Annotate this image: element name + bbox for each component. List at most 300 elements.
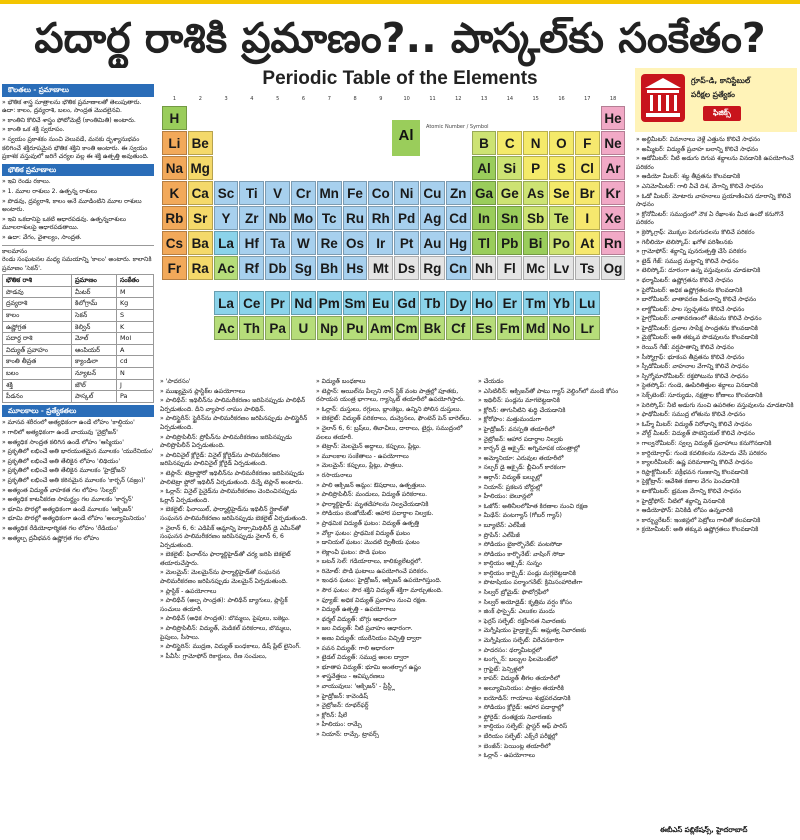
- center-text-item: » మెగ్నీషియం హైడ్రాక్సైడ్: ఆమ్లత్వ నివారణకు: [478, 627, 632, 636]
- element-cell: No: [549, 316, 574, 340]
- center-text-item: » విద్యుత్ బంధకాలు: [316, 378, 472, 387]
- element-cell: Lu: [575, 291, 600, 315]
- element-cell: Eu: [368, 291, 393, 315]
- element-cell: Co: [368, 181, 393, 205]
- table-cell: K: [116, 321, 153, 333]
- center-text-item: » భూతాప విద్యుత్: భూమి అంతర్భాగ ఉష్ణం: [316, 664, 472, 673]
- group-number: 15: [532, 96, 539, 102]
- element-cell: Cd: [446, 206, 471, 230]
- element-cell: Nd: [291, 291, 316, 315]
- center-text-item: » నియాన్: రామ్సే, ట్రావర్స్: [316, 731, 472, 740]
- group-number: 12: [455, 96, 462, 102]
- element-cell: Te: [549, 206, 574, 230]
- table-cell: ఉష్ణోగ్రత: [3, 321, 72, 333]
- center-text-item: » కాల్షియం ఆక్సైడ్: సున్నం: [478, 560, 632, 569]
- elements-list: [2, 419, 154, 543]
- element-fact: » మానవ శరీరంలో అత్యధికంగా ఉండే లోహం 'కాల్షియం': [2, 419, 154, 428]
- group-number: 11: [429, 96, 436, 102]
- instrument-item: » టాకోమీటర్: భ్రమణ వేగాన్ని కొలిచే సాధనం: [636, 488, 798, 497]
- center-text-item: » నైలాన్ 6, 6: ఎడిపిక్ ఆమ్లాన్ని హెక్సామిథిలీన్ డై ఎమీన్‌తో సంఘనన పాలిమరీకరణం జరిపినప్పుడు నైలాన్ 6, 6 ఏర్పడుతుంది.: [160, 525, 310, 551]
- element-cell: Tc: [317, 206, 342, 230]
- element-cell: Cs: [162, 231, 187, 255]
- table-row: [3, 298, 154, 310]
- center-text-item: » మీథేన్: వంటగ్యాస్ (గోబర్ గ్యాస్): [478, 512, 632, 521]
- element-cell: Sn: [497, 206, 522, 230]
- center-text-item: » డానియల్ ఘటం: మొదటి ద్వితీయ ఘటం: [316, 539, 472, 548]
- element-cell: Ce: [239, 291, 264, 315]
- group-number: 7: [327, 96, 331, 102]
- center-text-item: » హీలియం: బెలూన్లలో: [478, 493, 632, 502]
- element-cell: Hs: [343, 256, 368, 280]
- instrument-item: » కార్బ్యురేటర్: ఇంజిన్లలో పెట్రోలు గాలితో కలపడానికి: [636, 517, 798, 526]
- instrument-item: » స్టెతస్కోప్: గుండె, ఊపిరితిత్తుల శబ్దాలు వినడానికి: [636, 382, 798, 391]
- element-cell: Rf: [239, 256, 264, 280]
- table-cell: విద్యుత్ ప్రవాహం: [3, 344, 72, 356]
- group-number: 16: [558, 96, 565, 102]
- element-cell: Mt: [368, 256, 393, 280]
- center-text-item: » నైట్రోజన్: ఆహార పదార్థాల నిల్వకు: [478, 436, 632, 445]
- element-fact: » గాలిలో అత్యధికంగా ఉండే వాయువు 'నైట్రోజన్': [2, 429, 154, 438]
- center-text-item: » ఓర్లాన్: వినైల్ సైనైడ్‌ను పాలిమరీకరణం చెందించినప్పుడు ఓర్లాన్ ఏర్పడుతుంది.: [160, 488, 310, 505]
- publisher-credit: ఈబీఎస్ పబ్లికేషన్స్, హైదరాబాద్: [660, 826, 748, 834]
- instrument-item: » క్రెస్కోగ్రాఫ్: మొక్కల పెరుగుదలను కొలిచే పరికరం: [636, 229, 798, 238]
- units-item: » పొడవు, ద్రవ్యరాశి, కాలం అనే మూడింటిని మూల రాశులు అంటారు.: [2, 198, 154, 215]
- center-text-item: » ఇథిలీన్: పండ్లను మాగబెట్టడానికి: [478, 397, 632, 406]
- center-text-item: » అల్యూమినియం: పాత్రల తయారీకి: [478, 685, 632, 694]
- element-cell: La: [214, 291, 239, 315]
- instrument-item: » సీస్మోగ్రాఫ్: భూకంప తీవ్రతను కొలిచే సాధనం: [636, 354, 798, 363]
- center-text-item: » ఐయోడిన్: గాయాలు శుభ్రపరచడానికి: [478, 695, 632, 704]
- element-cell: Tm: [523, 291, 548, 315]
- instrument-item: » మైక్రోమీటర్: అతి తక్కువ పొడవులను కొలవడానికి: [636, 334, 798, 343]
- center-text-item: » హీలియం: రామ్సే: [316, 721, 472, 730]
- element-fact: » ప్రకృతిలో లభించే అతి భారయుతమైన మూలకం 'యురేనియం': [2, 448, 154, 457]
- element-cell: Sc: [214, 181, 239, 205]
- element-cell: Bk: [420, 316, 445, 340]
- table-row: [3, 356, 154, 368]
- element-cell: He: [601, 106, 626, 130]
- table-row: [3, 286, 154, 298]
- element-fact: » అత్యల్ప ద్రవీభవన ఉష్ణోగ్రత గల లోహం: [2, 535, 154, 544]
- element-cell: Fl: [497, 256, 522, 280]
- table-cell: J: [116, 379, 153, 391]
- center-text-item: » సల్ఫర్ డై ఆక్సైడ్: బ్లీచింగ్ కారకంగా: [478, 464, 632, 473]
- center-text-item: » పీవీసీ: గ్రామోఫోన్ రికార్డులు, రేణ సంచులు,: [160, 653, 310, 662]
- center-text-item: » లెక్లాంచీ ఘటం: పొడి ఘటం: [316, 549, 472, 558]
- element-cell: Pt: [394, 231, 419, 255]
- element-cell: Cr: [291, 181, 316, 205]
- center-text-item: » అణు విద్యుత్: యురేనియం విచ్ఛిత్తి ద్వారా: [316, 635, 472, 644]
- element-cell: Xe: [601, 206, 626, 230]
- instrument-item: » స్పీడోమీటర్: వాహనాల వేగాన్ని కొలిచే సాధనం: [636, 363, 798, 372]
- center-text-item: » నైలాన్ 6, 6: బ్రష్‌లు, తివాచీలు, దారాలు, టైర్లు, సముద్రంలో వలలు తయారీ.: [316, 425, 472, 442]
- element-cell: Ne: [601, 131, 626, 155]
- table-cell: Pa: [116, 391, 153, 403]
- center-text-item: » పాలిథీన్ (అధిక సాంద్రత): బొమ్మలు, పైపులు, బకెట్లు.: [160, 615, 310, 624]
- element-cell: Zr: [239, 206, 264, 230]
- table-cell: N: [116, 368, 153, 380]
- element-cell: Be: [188, 131, 213, 155]
- instrument-item: » సెక్స్‌టెంట్: సూర్యుడు, నక్షత్రాల కోణాలు కొలవడానికి: [636, 392, 798, 401]
- table-cell: మీటర్: [71, 286, 116, 298]
- element-cell: F: [575, 131, 600, 155]
- element-cell: Tb: [420, 291, 445, 315]
- element-cell: W: [291, 231, 316, 255]
- group-number: 14: [506, 96, 514, 102]
- center-text-item: » టెట్రాన్: మెలమైన్ అద్దాలు, కప్పులు, ప్లేట్లు.: [316, 443, 472, 452]
- center-text-item: » పాలిప్రొపిలీన్: విద్యుత్, మెడికల్ పరికరాలు, బొమ్మలు, పైపులు, సీసాలు.: [160, 625, 310, 642]
- element-fact: » అత్యధిక సాంద్రత కలిగిన ఉండే లోహం 'ఆస్మియం': [2, 439, 154, 448]
- element-cell: Pb: [497, 231, 522, 255]
- center-text-item: » చేయడం: [478, 378, 632, 387]
- table-cell: పీడనం: [3, 391, 72, 403]
- center-text-item: » ప్రొపేన్: ఎల్‌పీజీ: [478, 532, 632, 541]
- instrument-item: » టెలిస్కోప్: దూరంగా ఉన్న వస్తువులను చూడటానికి: [636, 267, 798, 276]
- table-cell: పదార్థ రాశి: [3, 333, 72, 345]
- center-text-item: » పాలిథీన్ (అల్ప సాంద్రత): పాలిథీన్ బ్యాగులు, ప్లాస్టిక్ సంచులు తయారీ.: [160, 597, 310, 614]
- table-cell: జౌల్: [71, 379, 116, 391]
- instrument-item: » రిఫ్రాక్టోమీటర్: వక్రీభవన గుణకాన్ని కొలవడానికి: [636, 469, 798, 478]
- element-cell: Si: [497, 156, 522, 180]
- group-number: 8: [353, 96, 357, 102]
- subject-tag: ఫిజిక్స్: [703, 106, 741, 121]
- element-cell: Er: [497, 291, 522, 315]
- center-text-item: » పాలిథీన్: ఇథిలీన్‌ను పాలిమరీకరణం జరిపినప్పుడు పాలిథీన్ ఏర్పడుతుంది. దీని వ్యాపార నామం పాలిథిన్.: [160, 397, 310, 414]
- center-text-item: » గ్రాఫైట్: పెన్సిళ్లలో: [478, 666, 632, 675]
- center-text-item: » వోల్టా ఘటం: ప్రాథమిక విద్యుత్ ఘటం: [316, 530, 472, 539]
- element-fact: » ప్రకృతిలో లభించే అతి తేలికైన మూలకం 'హైడ్రోజన్': [2, 467, 154, 476]
- center-column-1: [160, 378, 310, 838]
- table-header: సంకేతం: [116, 275, 153, 287]
- table-cell: A: [116, 344, 153, 356]
- center-text-item: » సోడియం కార్బొనేట్: వాషింగ్ సోడా: [478, 551, 632, 560]
- instrument-item: » క్యాలరీమీటర్: ఉష్ణ పరిమాణాన్ని కొలిచే సాధనం: [636, 459, 798, 468]
- element-fact: » భూమి పొరల్లో అత్యధికంగా ఉండే మూలకం 'ఆక్సిజన్': [2, 506, 154, 515]
- table-cell: శక్తి: [3, 379, 72, 391]
- center-text-item: » ఆర్గాన్: విద్యుత్ బల్బుల్లో: [478, 474, 632, 483]
- element-cell: Og: [601, 256, 626, 280]
- table-row: [3, 310, 154, 322]
- element-cell: B: [472, 131, 497, 155]
- element-cell: Mo: [291, 206, 316, 230]
- element-cell: K: [162, 181, 187, 205]
- top-accent-bar: [0, 0, 800, 4]
- element-cell: Sr: [188, 206, 213, 230]
- element-cell: As: [523, 181, 548, 205]
- instrument-item: » ఓహ్మ్ మీటర్: విద్యుత్ నిరోధాన్ని కొలిచే సాధనం: [636, 421, 798, 430]
- element-fact: » ప్రకృతిలో లభించే అతి తేలికైన లోహం 'లిథియం': [2, 458, 154, 467]
- element-cell: Ti: [239, 181, 264, 205]
- table-cell: న్యూటన్: [71, 368, 116, 380]
- element-cell: Md: [523, 316, 548, 340]
- element-cell: H: [162, 106, 187, 130]
- instrument-item: » హైడ్రోఫోన్: నీటిలో శబ్దాన్ని వినడానికి: [636, 498, 798, 507]
- center-text-item: » పాలిస్టైరీన్: స్టైరీన్‌ను పాలిమరీకరణం జరిపినప్పుడు పాలిస్టైరీన్ ఏర్పడుతుంది.: [160, 415, 310, 432]
- units-item: » ఇవి ఒకదానిపై ఒకటి ఆధారపడవు. ఉత్పన్నరాశులు మూలరాశులపై ఆధారపడతాయి.: [2, 216, 154, 233]
- element-cell: Pu: [343, 316, 368, 340]
- units-item: » ఉదా: వేగం, వైశాల్యం, సాంద్రత.: [2, 234, 154, 243]
- element-cell: Rn: [601, 231, 626, 255]
- element-cell: Hf: [239, 231, 264, 255]
- element-cell: Cl: [575, 156, 600, 180]
- instrument-item: » గెలీలియో టెలిస్కోప్: ఖగోళ పరిశీలనకు: [636, 239, 798, 248]
- instrument-item: » గాల్వనోమీటర్: స్వల్ప విద్యుత్ ప్రవాహాలు కనుగొనడానికి: [636, 440, 798, 449]
- element-cell: V: [265, 181, 290, 205]
- table-header: ప్రమాణం: [71, 275, 116, 287]
- element-cell: P: [523, 156, 548, 180]
- page-headline: పదార్థ రాశికి ప్రమాణం?.. పాస్కల్‌కు సంకేతం?: [34, 14, 766, 62]
- center-text-item: » అమ్మోనియా: ఎరువుల తయారీలో: [478, 455, 632, 464]
- instrument-item: » ఆడోమీటర్: నీటి అడుగు దిగువ శబ్దాలను వినడానికి ఉపయోగించే పరికరం: [636, 155, 798, 172]
- center-text-item: » ఇంధన ఘటం: హైడ్రోజన్, ఆక్సిజన్ ఉపయోగిస్తుంది.: [316, 577, 472, 586]
- element-cell: Lr: [575, 316, 600, 340]
- center-text-item: » బేరియం సల్ఫేట్: ఎక్స్‌రే పరీక్షల్లో: [478, 733, 632, 742]
- element-cell: Np: [317, 316, 342, 340]
- center-text-item: » ఫెర్రస్ సల్ఫేట్: రక్తహీనత నివారణకు: [478, 618, 632, 627]
- center-text-item: » ఫార్మాల్డిహైడ్: మృతదేహాలను నిల్వచేయడానికి: [316, 501, 472, 510]
- group-number: 5: [276, 96, 280, 102]
- group-number: 10: [403, 96, 410, 102]
- center-text-item: » టెప్లాన్: ఆయిల్‌ను పీల్చని నాన్ స్టిక్ వంట పాత్రల్లో పూతకు, రసాయన యంత్ర భాగాలు, గ్యాస్కెట్ తయారీలో ఉపయోగిస్తారు.: [316, 388, 472, 405]
- center-text-item: » సిల్వర్ అయోడైడ్: కృత్రిమ వర్షం కోసం: [478, 599, 632, 608]
- center-text-item: » ఓజోన్: అతినీలలోహిత కిరణాల నుంచి రక్షణ: [478, 503, 632, 512]
- element-cell: Mn: [317, 181, 342, 205]
- center-text-item: » కార్బన్ డై ఆక్సైడ్: అగ్నిమాపక యంత్రాల్లో: [478, 445, 632, 454]
- element-cell: Cm: [394, 316, 419, 340]
- intro-item: » స్వయం ప్రకాశకం నుంచి వెలువడే, మనకు దృశ్యానుభవం కలిగించే శక్తిరూపమైన భౌతిక శక్తిని కాంతి అంటారు. ఈ స్వయం ప్రకాశక వస్తువులో జరిగే చర్యల వల్ల ఈ శక్తి ఉత్పత్తి అవుతుంది.: [2, 136, 154, 162]
- instrument-item: » బారోమీటర్: వాతావరణ పీడనాన్ని కొలిచే సాధనం: [636, 296, 798, 305]
- center-text-item: » టెప్లాన్: టెట్రాఫ్లోరో ఇథిలీన్‌ను పాలిమరీకరణం జరిపినప్పుడు పాలిటెట్రా ఫ్లోరో ఇథిలీన్ ఏర్పడుతుంది. దీన్నే టెప్లాన్ అంటారు.: [160, 470, 310, 487]
- center-text-item: » మెగ్నీషియం సల్ఫేట్: విరేచనకారిగా: [478, 637, 632, 646]
- element-cell: Y: [214, 206, 239, 230]
- instrument-item: » ఆడియో మీటర్: శబ్ద తీవ్రతను కొలవడానికి: [636, 173, 798, 182]
- instrument-item: » క్రోనోమీటర్: సముద్రంలో నౌక ఏ రేఖాంశం మీద ఉందో కనుగొనే పరికరం: [636, 211, 798, 228]
- center-text-item: » ఎసిటిలీన్: ఆక్సిజన్‌తో పాటు గ్యాస్ వెల్డింగ్‌లో మండే కోసం: [478, 388, 632, 397]
- building-icon: [641, 74, 685, 122]
- element-fact: » ప్రకృతిలో లభించే అతి కఠినమైన మూలకం 'కార్బన్ (వజ్రం)': [2, 477, 154, 486]
- element-cell: U: [291, 316, 316, 340]
- center-text-item: » పాదరసం: థర్మామీటర్లలో: [478, 647, 632, 656]
- table-cell: Mol: [116, 333, 153, 345]
- intro-item: » కాంతి ఒక శక్తి స్వరూపం.: [2, 126, 154, 135]
- element-cell: Sb: [523, 206, 548, 230]
- element-fact: » అత్యధిక రేడియోధార్మికత గల లోహం 'రేడియం': [2, 525, 154, 534]
- instrument-item: » అమ్మీటర్: విద్యుత్ ప్రవాహ బలాన్ని కొలిచే సాధనం: [636, 146, 798, 155]
- element-cell: Sm: [343, 291, 368, 315]
- center-text-item: » నియాన్: ప్రకటన బోర్డుల్లో: [478, 484, 632, 493]
- element-cell: Pd: [394, 206, 419, 230]
- element-cell: Zn: [446, 181, 471, 205]
- center-text-item: » పాలిప్రొపిలీన్: మందులు, విద్యుత్ పరికరాలు.: [316, 491, 472, 500]
- element-cell: Es: [472, 316, 497, 340]
- instrument-item: » క్రయోమీటర్: అతి తక్కువ ఉష్ణోగ్రతలు కొలవడానికి: [636, 526, 798, 535]
- center-text-item: » టైడల్ విద్యుత్: సముద్ర అలల ద్వారా: [316, 654, 472, 663]
- instrument-item: » ఓడో మీటర్: మోటారు వాహనాలు ప్రయాణించిన దూరాన్ని కొలిచే సాధనం: [636, 193, 798, 210]
- key-element-box: Al: [392, 120, 420, 156]
- table-cell: ఆంపియర్: [71, 344, 116, 356]
- center-text-item: » సిల్వర్ బ్రోమైడ్: ఫొటోగ్రఫీలో: [478, 589, 632, 598]
- table-cell: M: [116, 286, 153, 298]
- element-cell: Rb: [162, 206, 187, 230]
- section-heading-units: కొలతలు - ప్రమాణాలు: [2, 84, 154, 97]
- exam-special-box: [635, 68, 797, 132]
- element-cell: Ga: [472, 181, 497, 205]
- center-text-item: » పాలిప్రొపిలీన్: ప్రోపీన్‌ను పాలిమరీకరణం జరిపినప్పుడు పాలిప్రొపిలీన్ ఏర్పడుతుంది.: [160, 434, 310, 451]
- units-item: » 1. మూల రాశులు 2. ఉత్పన్న రాశులు: [2, 188, 154, 197]
- element-cell: Cn: [446, 256, 471, 280]
- element-cell: Li: [162, 131, 187, 155]
- table-row: [3, 379, 154, 391]
- intro-item: » భౌతిక శాస్త్ర సూత్రాలను భౌతిక ప్రమాణాలతో తెలుపుతారు. ఉదా: కాలం, ద్రవ్యరాశి, బలం, సాంద్రత మొదలైనవి.: [2, 99, 154, 116]
- center-text-item: » బెకలైట్: విద్యుత్ పరికరాలు, దువ్వెనలు, ఫౌంటెన్ పెన్ బారెల్‌లు.: [316, 415, 472, 424]
- center-text-item: » కాపర్: విద్యుత్ తీగల తయారీలో: [478, 675, 632, 684]
- group-number: 1: [172, 96, 177, 102]
- table-row: [3, 333, 154, 345]
- right-column: [636, 136, 798, 824]
- element-cell: Yb: [549, 291, 574, 315]
- center-text-item: » పొటాషియం పర్మాంగనేట్: క్రిమిసంహారిణిగా: [478, 579, 632, 588]
- table-cell: S: [116, 310, 153, 322]
- center-text-item: » కాల్షియం సల్ఫేట్: ప్లాస్టర్ ఆఫ్ పారిస్: [478, 723, 632, 732]
- element-cell: Am: [368, 316, 393, 340]
- instrument-item: » లాక్టోమీటర్: పాల స్వచ్ఛతను కొలిచే సాధనం: [636, 306, 798, 315]
- element-cell: Ar: [601, 156, 626, 180]
- group-number: 3: [224, 96, 228, 102]
- center-text-item: » వాయువులు: 'ఆక్సిజన్' - ప్రీస్ట్లీ: [316, 683, 472, 692]
- element-cell: Ds: [394, 256, 419, 280]
- table-cell: బలం: [3, 368, 72, 380]
- element-cell: Ts: [575, 256, 600, 280]
- center-text-item: » హైడ్రోజన్: వనస్పతి తయారీలో: [478, 426, 632, 435]
- table-cell: క్యాండిలా: [71, 356, 116, 368]
- element-cell: Re: [317, 231, 342, 255]
- instrument-item: » కార్డియోగ్రాఫ్: గుండె కదలికలను నమోదు చేసే పరికరం: [636, 450, 798, 459]
- element-cell: Ac: [214, 256, 239, 280]
- element-cell: Tl: [472, 231, 497, 255]
- instrument-item: » థర్మామీటర్: ఉష్ణోగ్రతను కొలిచే సాధనం: [636, 277, 798, 286]
- center-text-item: » జింక్ ఫాస్ఫైడ్: ఎలుకల మందు: [478, 608, 632, 617]
- element-cell: Rh: [368, 206, 393, 230]
- table-cell: కెల్విన్: [71, 321, 116, 333]
- element-cell: Mc: [523, 256, 548, 280]
- element-fact: » అత్యంత విద్యుత్ వాహకత గల లోహం 'సిల్వర్': [2, 487, 154, 496]
- instrument-item: » గ్రామోఫోన్: శబ్దాన్ని పునరుత్పత్తి చేసే పరికరం: [636, 248, 798, 257]
- group-number: 4: [250, 96, 254, 102]
- element-cell: In: [472, 206, 497, 230]
- center-text-item: » క్లోరిన్: షీలే: [316, 712, 472, 721]
- center-text-item: » ఫ్యూజ్: అధిక విద్యుత్ ప్రవాహం నుంచి రక్షణ.: [316, 597, 472, 606]
- element-cell: Ag: [420, 206, 445, 230]
- section-heading-physical-units: భౌతిక ప్రమాణాలు: [2, 164, 154, 177]
- center-text-item: » మెలమైన్: మెలమైన్‌ను ఫార్మాల్డిహైడ్‌తో సంఘనన పాలిమరీకరణం జరిపినప్పుడు మెలమైన్ ఏర్పడుతుంది.: [160, 569, 310, 586]
- element-cell: Db: [265, 256, 290, 280]
- center-text-item: » జల విద్యుత్: నీటి ప్రవాహం ఆధారంగా.: [316, 625, 472, 634]
- chart-subtitle: Periodic Table of the Elements: [262, 68, 538, 89]
- instrument-item: » పైరోమీటర్: అధిక ఉష్ణోగ్రతలను కొలవడానికి: [636, 287, 798, 296]
- element-cell: Ba: [188, 231, 213, 255]
- group-number: 13: [480, 96, 488, 102]
- group-number: 6: [301, 96, 306, 102]
- center-text-item: » ఓర్లాన్ - ఉపయోగాలు: [478, 752, 632, 761]
- center-column-3: [478, 378, 632, 838]
- element-cell: S: [549, 156, 574, 180]
- center-text-item: » బెకలైట్: ఫినాయిల్, ఫార్మాల్డిహైడ్‌ను ఇథిలీన్ గ్లైకాల్‌తో సంఘనన పాలిమరీకరణం జరిపినప్పుడు బెకలైట్ ఏర్పడుతుంది.: [160, 506, 310, 523]
- element-cell: Nh: [472, 256, 497, 280]
- instrument-item: » అల్టిమీటర్: విమానాలు వెళ్లే ఎత్తును కొలిచే సాధనం: [636, 136, 798, 145]
- instrument-item: » టైడ్ గేజ్: సముద్ర మట్టాన్ని కొలిచే సాధనం: [636, 258, 798, 267]
- center-text-item: » శాస్త్రవేత్తలు - ఆవిష్కరణలు: [316, 673, 472, 682]
- center-text-item: » పాలిస్టైరిన్: ముద్రణ, విద్యుత్ బంధకాలు, డిష్ ప్లేట్ లైనింగ్.: [160, 643, 310, 652]
- instrument-item: » పెరిస్కోప్: నీటి అడుగు నుంచి ఉపరితల వస్తువులను చూడటానికి: [636, 402, 798, 411]
- center-text-item: » ఓర్లాన్: దుస్తులు, రగ్గులు, బ్లాంకెట్లు, ఉన్నిని పోలిన దుస్తులు.: [316, 406, 472, 415]
- instrument-item: » రెయిన్ గేజ్: వర్షపాతాన్ని కొలిచే సాధనం: [636, 344, 798, 353]
- table-cell: పొడవు: [3, 286, 72, 298]
- center-text-item: » క్లోరోఫాం: మత్తుమందుగా: [478, 416, 632, 425]
- table-cell: కాలం: [3, 310, 72, 322]
- table-cell: cd: [116, 356, 153, 368]
- element-fact: » అత్యధిక కాటనీకరణ సామర్థ్యం గల మూలకం 'కార్బన్': [2, 496, 154, 505]
- element-cell: Ra: [188, 256, 213, 280]
- section-heading-elements: మూలకాలు - ప్రత్యేకతలు: [2, 405, 154, 418]
- element-cell: Mg: [188, 156, 213, 180]
- center-text-item: » మూలకాల సంకేతాలు - ఉపయోగాలు: [316, 453, 472, 462]
- center-text-item: » ప్రాథమిక విద్యుత్ ఘటం: విద్యుత్ ఉత్పత్తి: [316, 520, 472, 529]
- element-cell: Kr: [601, 181, 626, 205]
- element-cell: Al: [472, 156, 497, 180]
- chart-legend: [206, 118, 489, 158]
- units-item: » ఇవి రెండు రకాలు.: [2, 178, 154, 187]
- center-column-2: [316, 378, 472, 838]
- table-cell: మోల్: [71, 333, 116, 345]
- element-cell: Se: [549, 181, 574, 205]
- instrument-item: » ఎనిమోమీటర్: గాలి వీచే దిశ, వేగాన్ని కొలిచే సాధనం: [636, 183, 798, 192]
- group-number: 17: [584, 96, 591, 102]
- units-table: [2, 274, 154, 403]
- center-text-item: » 'పాదరసం': [160, 378, 310, 387]
- instrument-item: » ఫాథోమీటర్: సముద్ర లోతును కొలిచే సాధనం: [636, 411, 798, 420]
- element-cell: Au: [420, 231, 445, 255]
- instrument-item: » స్ఫిగ్మోమానోమీటర్: రక్తపోటును కొలిచే సాధనం: [636, 373, 798, 382]
- element-cell: Sg: [291, 256, 316, 280]
- table-header: భౌతిక రాశి: [3, 275, 72, 287]
- table-row: [3, 321, 154, 333]
- center-text-item: » సౌర ఘటం: సౌర శక్తిని విద్యుత్ శక్తిగా మార్చుతుంది.: [316, 587, 472, 596]
- center-text-item: » రిమోట్: పొడి ఘటాలు ఉపయోగించే పరికరం.: [316, 568, 472, 577]
- center-text-item: » మెలమైన్: కప్పులు, ప్లేట్లు, పాత్రలు.: [316, 462, 472, 471]
- units-list: [2, 178, 154, 242]
- element-cell: Fm: [497, 316, 522, 340]
- element-cell: La: [214, 231, 239, 255]
- element-cell: Lv: [549, 256, 574, 280]
- element-cell: Pr: [265, 291, 290, 315]
- element-cell: Cf: [446, 316, 471, 340]
- center-text-item: » ఫ్లోరైడ్: దంతక్షయ నివారణకు: [478, 714, 632, 723]
- element-cell: C: [497, 131, 522, 155]
- intro-list: [2, 99, 154, 162]
- element-cell: Po: [549, 231, 574, 255]
- center-text-item: » థర్మల్ విద్యుత్: బొగ్గు ఆధారంగా: [316, 616, 472, 625]
- center-text-item: » విద్యుత్ ఉత్పత్తి - ఉపయోగాలు: [316, 606, 472, 615]
- element-cell: Br: [575, 181, 600, 205]
- center-text-item: » కాల్షియం కార్బైడ్: పండ్లు మగ్గబెట్టడానికి: [478, 570, 632, 579]
- group-number: 18: [609, 96, 617, 102]
- element-cell: Nb: [265, 206, 290, 230]
- table-cell: సెకన్: [71, 310, 116, 322]
- center-text-item: » బెకలైట్: ఫినాల్‌ను ఫార్మాల్డిహైడ్‌తో చర్య జరిపి బెకలైట్ తయారుచేస్తారు.: [160, 551, 310, 568]
- element-cell: Os: [343, 231, 368, 255]
- center-text-item: » నైట్రోజన్: రూథర్‌ఫర్డ్: [316, 702, 472, 711]
- element-cell: Cu: [420, 181, 445, 205]
